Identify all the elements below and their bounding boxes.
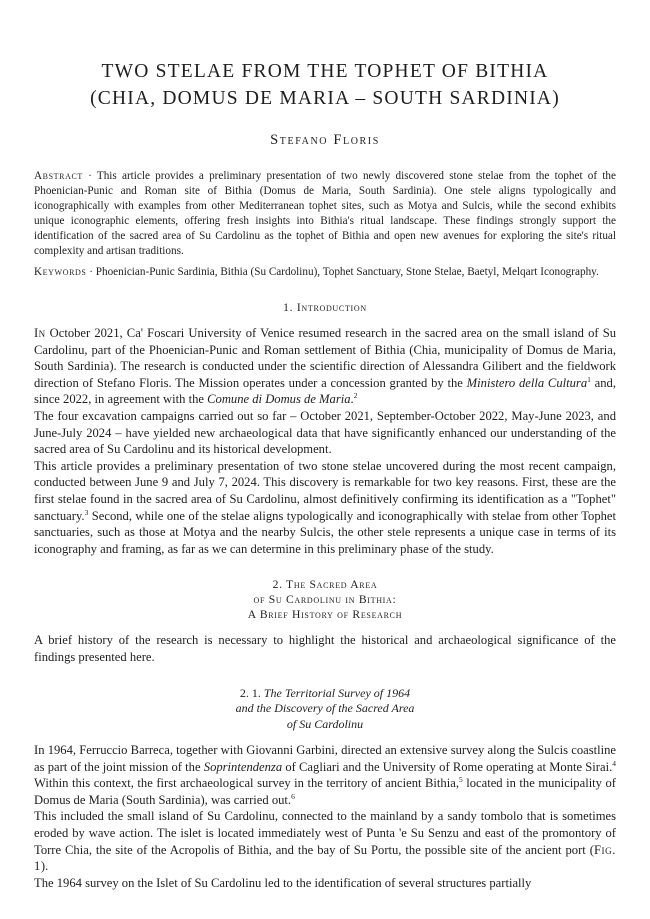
article-title [34,58,616,112]
intro-p3-text-a: This article provides a preliminary presentation of two stone stelae uncovered during the most recent campaign, conducted between June 9 and July 7, 2024. This discovery is remarkable for two key reasons. First, these are the first stelae found in the sacred area of Su Cardolinu, almost definitively confirming its identification as a "Tophet" sanctuary. [34,458,616,523]
intro-p1-italic-2: Comune di Domus de Maria [207,392,351,407]
footnote-ref-3[interactable]: 3 [84,507,89,517]
figure-ref-1[interactable]: Fig. 1 [34,842,616,874]
intro-p1-text-a: October 2021, Ca' Foscari University of Venice resumed research in the sacred area on the small island of Su Cardolinu, part of the Phoenician-Punic and Roman settlement of Bithia (Chia, municipality of Domus de Maria, South Sardinia). The research is conducted under the scientific direction of Alessandra Gilibert and the fieldwork direction of Stefano Floris. The Mission operates under a concession granted by the [34,326,616,390]
intro-paragraph-3 [34,458,616,558]
section-2-title-line-2: of Su Cardolinu in Bithia: [253,593,397,607]
section-2-title-line-3: A Brief History of Research [247,608,403,622]
abstract-text: · This article provides a preliminary presentation of two newly discovered stone stelae from the tophet of the Phoenician-Punic and Roman site of Bithia (Domus de Maria, South Sardinia). One stele aligns typologically and iconographically with examples from other Mediterranean tophet sites, such as Motya and Sulcis, while the second exhibits unique iconographic elements, offering fresh insights into Bithia's ritual landscape. These findings strongly support the identification of the sacred area of Su Cardolinu as the tophet of Bithia and open new avenues for exploring the site's ritual complexity and artisan traditions. [34,170,616,257]
keywords-label: Keywords [34,266,87,278]
section-2-title-line-1: 2. The Sacred Area [272,578,378,592]
footnote-ref-6[interactable]: 6 [291,791,295,801]
intro-p1-text-c: . [350,392,354,407]
survey-paragraph-3: The 1964 survey on the Islet of Su Cardolinu led to the identification of several structures partially [34,875,532,890]
survey-p1-italic: Soprintendenza [203,759,283,774]
survey-p2-text-a: This included the small island of Su Cardolinu, connected to the mainland by a sandy tombolo that is sometimes eroded by wave action. The islet is located immediately west of Punta 'e Su Senzu and east of the promontory of Torre Chia, the site of the Acropolis of Bithia, and the bay of Su Portu, the possible site of the ancient port ( [34,809,616,857]
footnote-ref-5[interactable]: 5 [458,775,463,784]
subsection-title-line-2: and the Discovery of the Sacred Area [235,701,415,715]
keywords [34,265,616,280]
intro-p1-italic-1: Ministero della Cultura [466,375,588,390]
subsection-title-line-1 [34,686,616,702]
survey-paragraph-1 [34,742,616,808]
section-heading-sacred-area [34,577,616,622]
survey-paragraph-2 [34,808,616,874]
intro-paragraph-2: The four excavation campaigns carried out so far – October 2021, September-October 2022, May-June 2023, and June-July 2024 – have yielded new archaeological data that have significantly enhanced our understanding of the sacred area of Su Cardolinu and its historical development. [34,408,616,457]
intro-p1-text-b: and, since 2022, in agreement with the [34,375,616,407]
keywords-text: · Phoenician-Punic Sardinia, Bithia (Su Cardolinu), Tophet Sanctuary, Stone Stelae, Baetyl, Melqart Iconography. [86,266,599,278]
footnote-ref-4[interactable]: 4 [612,758,616,768]
subsection-title-text-1: The Territorial Survey of 1964 [263,685,411,700]
subsection-title-line-3: of Su Cardolinu [286,716,364,731]
section-2-paragraph-1: A brief history of the research is necessary to highlight the historical and archaeological significance of the findings presented here. [34,633,616,664]
abstract [34,169,616,259]
intro-lead-word: In [34,326,46,340]
subsection-number: 2. 1. [239,685,264,700]
footnote-ref-2[interactable]: 2 [353,391,358,401]
title-line-2: (CHIA, DOMUS DE MARIA – SOUTH SARDINIA) [90,88,560,109]
survey-p1-text-d: located in the municipality of Domus de Maria (South Sardinia), was carried out. [34,776,616,807]
title-line-1: TWO STELAE FROM THE TOPHET OF BITHIA [101,61,549,82]
subsection-heading-survey-1964 [34,686,616,733]
author-name: Stefano Floris [270,132,380,148]
section-heading-introduction [34,300,616,315]
section-1-title: 1. Introduction [283,301,367,314]
intro-paragraph-1 [34,325,616,408]
intro-p3-text-b: Second, while one of the stelae aligns typologically and iconographically with stelae from other Tophet sanctuaries, such as those at Motya and the nearby Sulcis, the other stele represents a unique case in terms of its iconography and framing, as far as we can determine in this preliminary phase of the study. [34,508,616,556]
survey-p1-text-a: In 1964, Ferruccio Barreca, together with Giovanni Garbini, directed an extensive survey along the Sulcis coastline as part of the joint mission of the [34,743,616,774]
survey-p1-text-b: of Cagliari and the University of Rome operating at Monte Sirai. [282,759,613,774]
abstract-label: Abstract [34,170,83,182]
survey-p2-text-b: ). [40,859,49,874]
footnote-ref-1[interactable]: 1 [587,374,591,384]
survey-p1-text-c: Within this context, the first archaeological survey in the territory of ancient Bithia, [34,776,459,791]
